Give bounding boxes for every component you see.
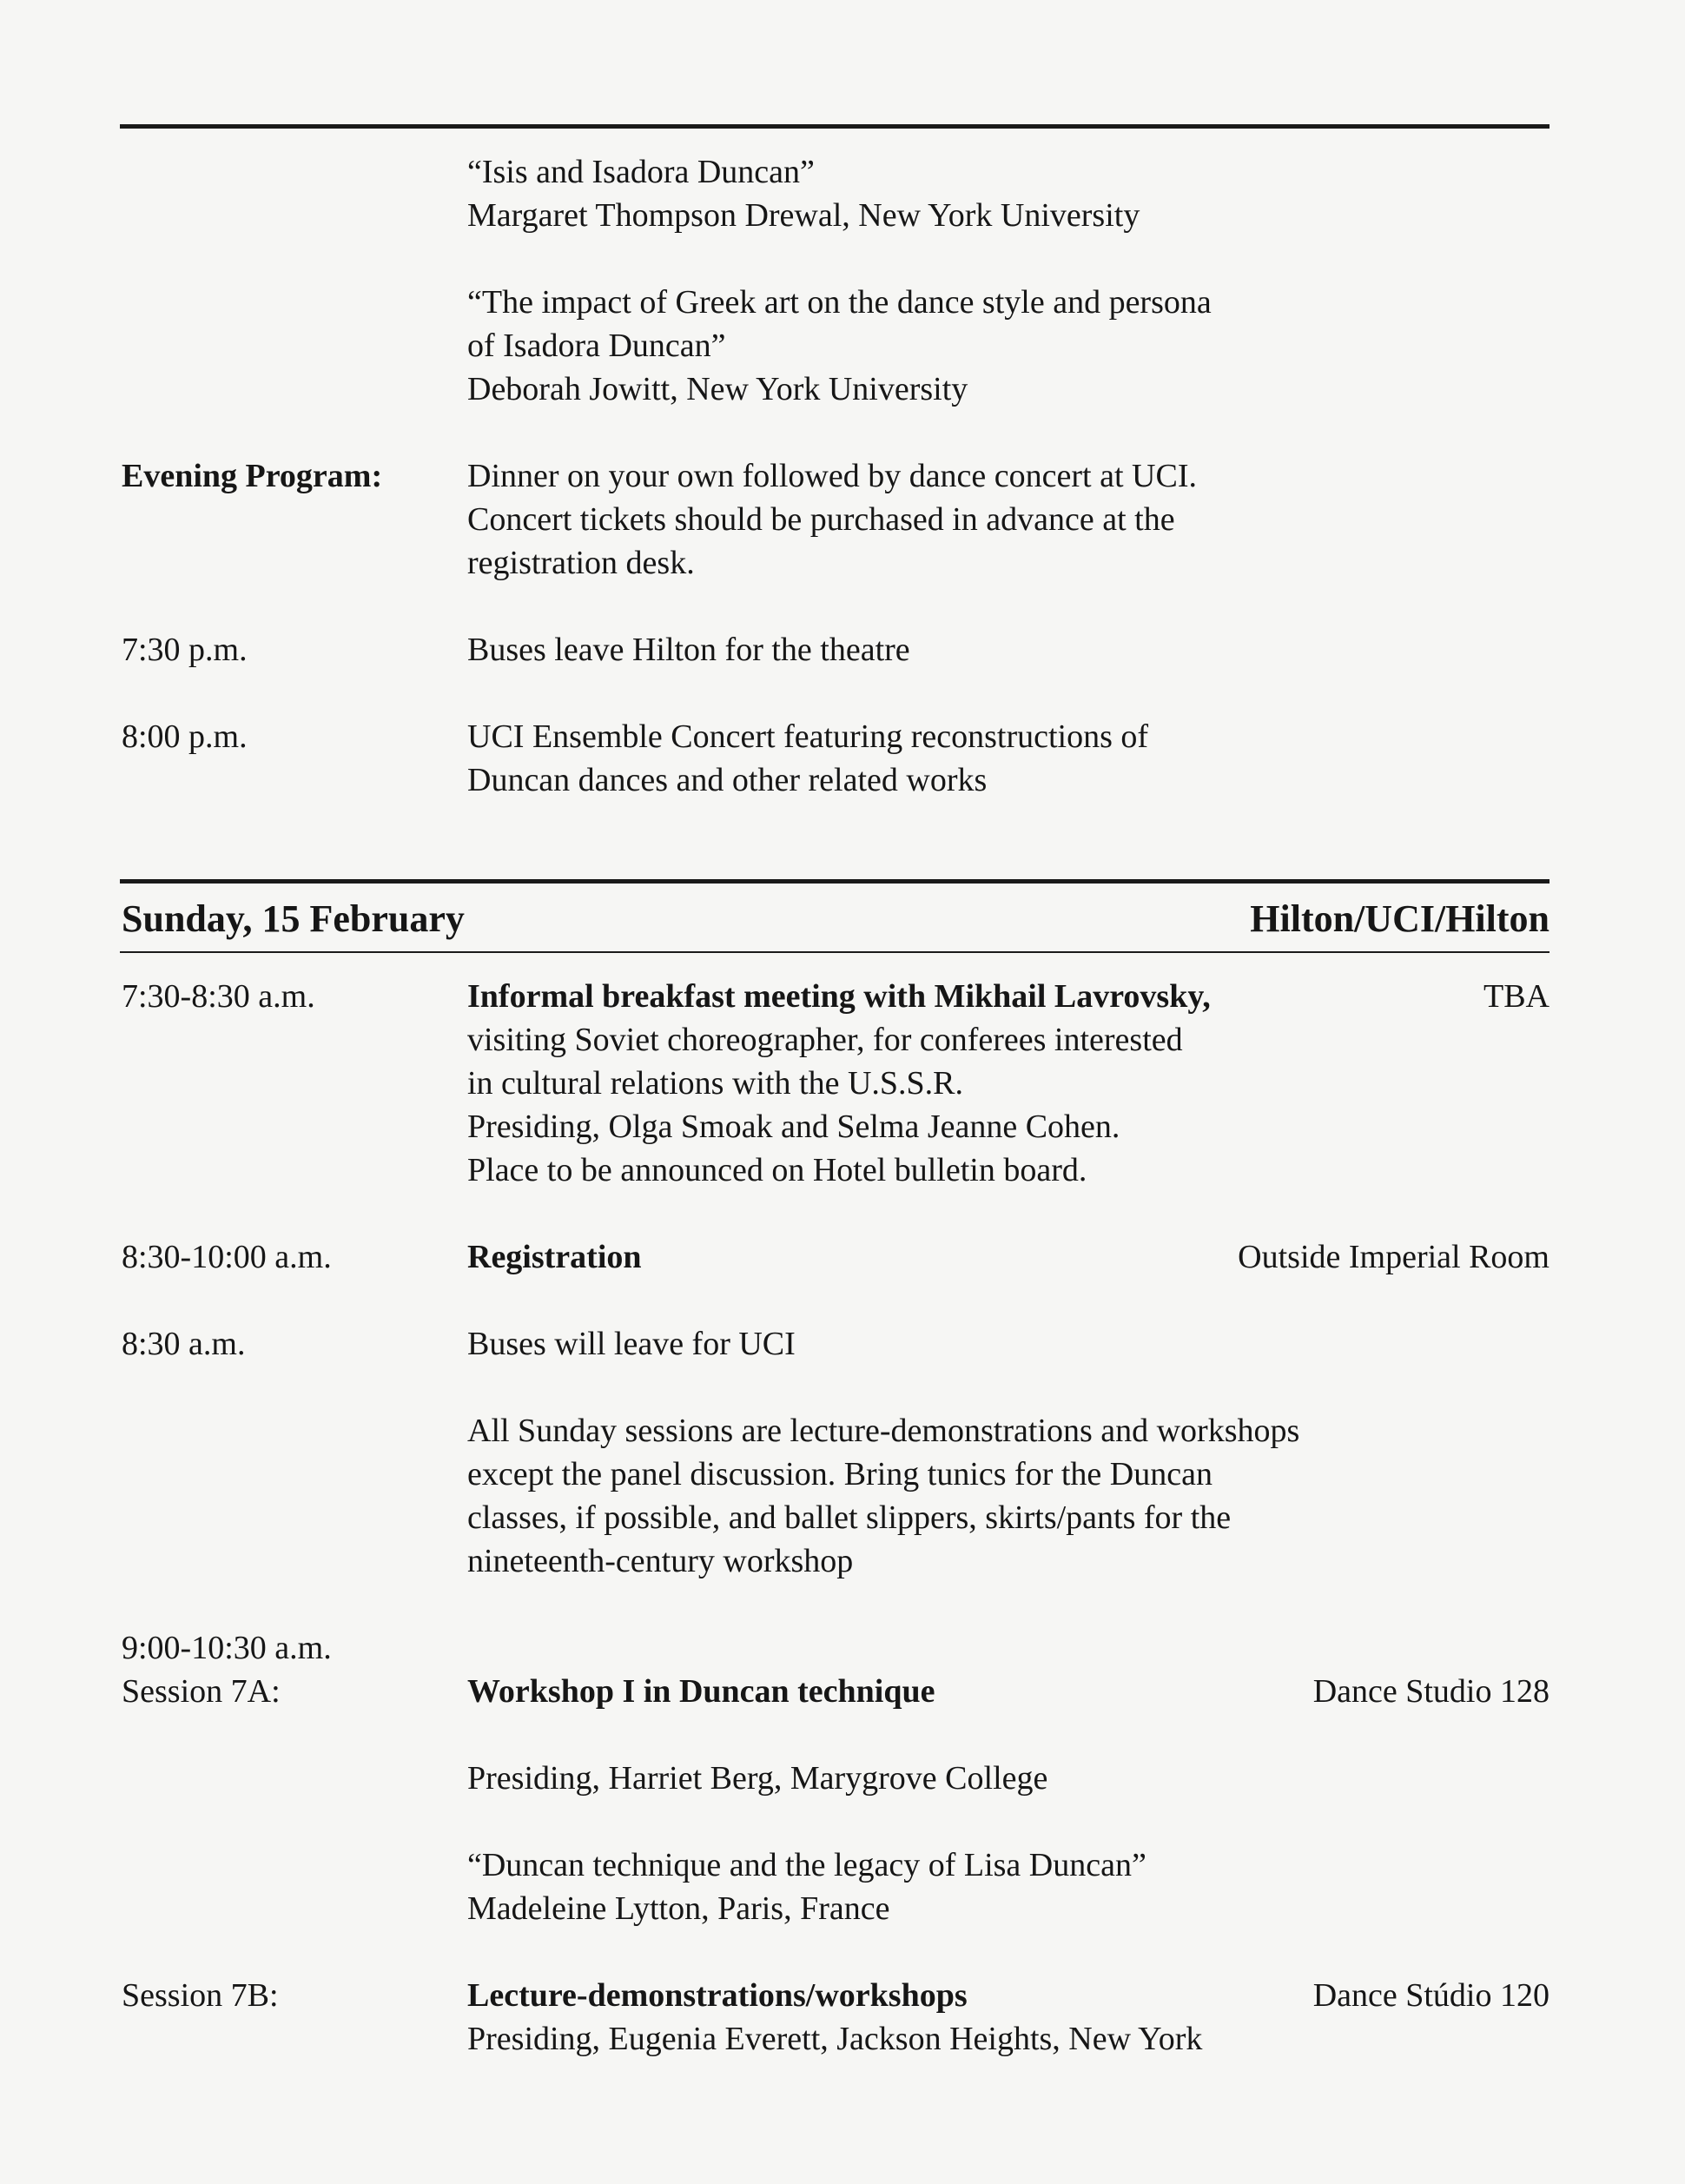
sunday-top-rule — [120, 879, 1550, 884]
registration-title: Registration — [467, 1239, 642, 1275]
note-line-3: classes, if possible, and ballet slippers, skirts/pants for the — [467, 1499, 1232, 1536]
note-line-4: nineteenth-century workshop — [467, 1543, 854, 1579]
session-7a-talk-title: “Duncan technique and the legacy of Lisa Duncan” — [467, 1847, 1146, 1883]
concert-line-2: Duncan dances and other related works — [467, 762, 988, 798]
evening-line-1: Dinner on your own followed by dance concert at UCI. — [467, 458, 1197, 494]
session-7a-location: Dance Studio 128 — [1312, 1673, 1550, 1710]
session-7a-time: 9:00-10:30 a.m. — [122, 1630, 332, 1666]
evening-line-3: registration desk. — [467, 545, 695, 581]
breakfast-line-5: Place to be announced on Hotel bulletin board. — [467, 1152, 1087, 1188]
concert-line-1: UCI Ensemble Concert featuring reconstructions of — [467, 718, 1149, 755]
session-7b-presiding: Presiding, Eugenia Everett, Jackson Heights, New York — [467, 2021, 1203, 2057]
talk-title-greek-art-2: of Isadora Duncan” — [467, 328, 726, 364]
session-7a-presiding: Presiding, Harriet Berg, Marygrove College — [467, 1760, 1048, 1797]
session-7b-location: Dance Stúdio 120 — [1312, 1977, 1550, 2014]
note-line-2: except the panel discussion. Bring tunics for the Duncan — [467, 1456, 1213, 1492]
bus-time: 7:30 p.m. — [122, 632, 248, 668]
note-line-1: All Sunday sessions are lecture-demonstrations and workshops — [467, 1413, 1300, 1449]
day-heading: Sunday, 15 February — [122, 897, 465, 940]
buses-time: 8:30 a.m. — [122, 1326, 246, 1362]
sunday-bottom-rule — [120, 951, 1550, 953]
breakfast-line-3: in cultural relations with the U.S.S.R. — [467, 1065, 964, 1102]
talk-speaker-jowitt: Deborah Jowitt, New York University — [467, 371, 968, 407]
registration-location: Outside Imperial Room — [1238, 1239, 1550, 1275]
bus-text: Buses leave Hilton for the theatre — [467, 632, 910, 668]
breakfast-time: 7:30-8:30 a.m. — [122, 978, 315, 1015]
talk-title-greek-art-1: “The impact of Greek art on the dance style and persona — [467, 284, 1212, 321]
venue-heading: Hilton/UCI/Hilton — [1250, 897, 1550, 940]
concert-time: 8:00 p.m. — [122, 718, 248, 755]
evening-line-2: Concert tickets should be purchased in advance at the — [467, 501, 1175, 538]
registration-time: 8:30-10:00 a.m. — [122, 1239, 332, 1275]
session-7a-label: Session 7A: — [122, 1673, 281, 1710]
session-7b-title: Lecture-demonstrations/workshops — [467, 1977, 968, 2014]
session-7a-talk-speaker: Madeleine Lytton, Paris, France — [467, 1890, 890, 1927]
breakfast-line-4: Presiding, Olga Smoak and Selma Jeanne Cohen. — [467, 1109, 1120, 1145]
session-7b-label: Session 7B: — [122, 1977, 279, 2014]
talk-speaker-drewal: Margaret Thompson Drewal, New York University — [467, 197, 1140, 234]
session-7a-title: Workshop I in Duncan technique — [467, 1673, 935, 1710]
evening-program-label: Evening Program: — [122, 458, 383, 494]
buses-text: Buses will leave for UCI — [467, 1326, 796, 1362]
breakfast-line-2: visiting Soviet choreographer, for conferees interested — [467, 1022, 1183, 1058]
top-rule — [120, 124, 1550, 129]
breakfast-location: TBA — [1483, 978, 1550, 1015]
breakfast-title: Informal breakfast meeting with Mikhail Lavrovsky, — [467, 978, 1211, 1015]
talk-title-isis: “Isis and Isadora Duncan” — [467, 154, 815, 190]
